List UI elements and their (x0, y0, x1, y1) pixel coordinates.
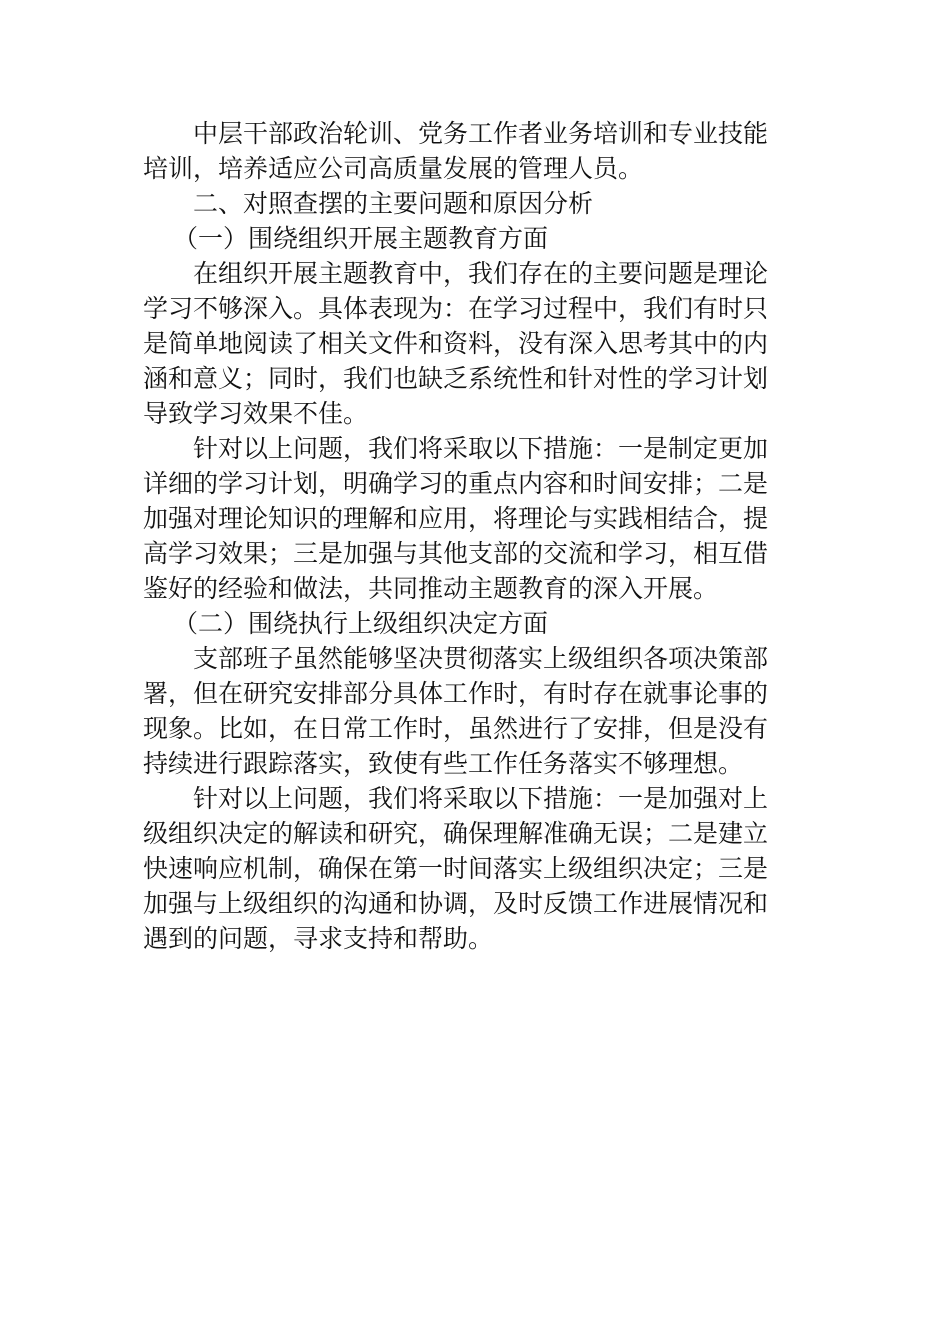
text-line: 导致学习效果不佳。 (143, 399, 369, 428)
text-line: 涵和意义；同时，我们也缺乏系统性和针对性的学习计划 (143, 364, 769, 393)
text-line: 在组织开展主题教育中，我们存在的主要问题是理论 (193, 259, 769, 288)
sub-heading-theme-education: （一）围绕组织开展主题教育方面 (173, 224, 549, 253)
paragraph-theme-education-problem (143, 256, 807, 431)
text-line: 现象。比如，在日常工作时，虽然进行了安排，但是没有 (143, 714, 769, 743)
document-body (143, 116, 807, 956)
sub-heading-execute-decisions: （二）围绕执行上级组织决定方面 (173, 609, 549, 638)
paragraph-execute-decisions-measures (143, 781, 807, 956)
text-line: 快速响应机制，确保在第一时间落实上级组织决定；三是 (143, 854, 769, 883)
text-line: 加强与上级组织的沟通和协调，及时反馈工作进展情况和 (143, 889, 769, 918)
text-line: 高学习效果；三是加强与其他支部的交流和学习，相互借 (143, 539, 769, 568)
text-line: 支部班子虽然能够坚决贯彻落实上级组织各项决策部 (193, 644, 769, 673)
text-line: 加强对理论知识的理解和应用，将理论与实践相结合，提 (143, 504, 769, 533)
text-line: 遇到的问题，寻求支持和帮助。 (143, 924, 494, 953)
text-line: 中层干部政治轮训、党务工作者业务培训和专业技能 (193, 119, 769, 148)
text-line: 针对以上问题，我们将采取以下措施：一是加强对上 (193, 784, 769, 813)
text-line: 是简单地阅读了相关文件和资料，没有深入思考其中的内 (143, 329, 769, 358)
text-line: 署，但在研究安排部分具体工作时，有时存在就事论事的 (143, 679, 769, 708)
text-line: 培训，培养适应公司高质量发展的管理人员。 (143, 154, 644, 183)
paragraph-execute-decisions-problem (143, 641, 807, 781)
text-line: 级组织决定的解读和研究，确保理解准确无误；二是建立 (143, 819, 769, 848)
text-line: 持续进行跟踪落实，致使有些工作任务落实不够理想。 (143, 749, 744, 778)
paragraph-training (143, 116, 807, 186)
section-heading: 二、对照查摆的主要问题和原因分析 (193, 189, 594, 218)
text-line: 详细的学习计划，明确学习的重点内容和时间安排；二是 (143, 469, 769, 498)
text-line: 针对以上问题，我们将采取以下措施：一是制定更加 (193, 434, 769, 463)
text-line: 学习不够深入。具体表现为：在学习过程中，我们有时只 (143, 294, 769, 323)
text-line: 鉴好的经验和做法，共同推动主题教育的深入开展。 (143, 574, 719, 603)
paragraph-theme-education-measures (143, 431, 807, 606)
